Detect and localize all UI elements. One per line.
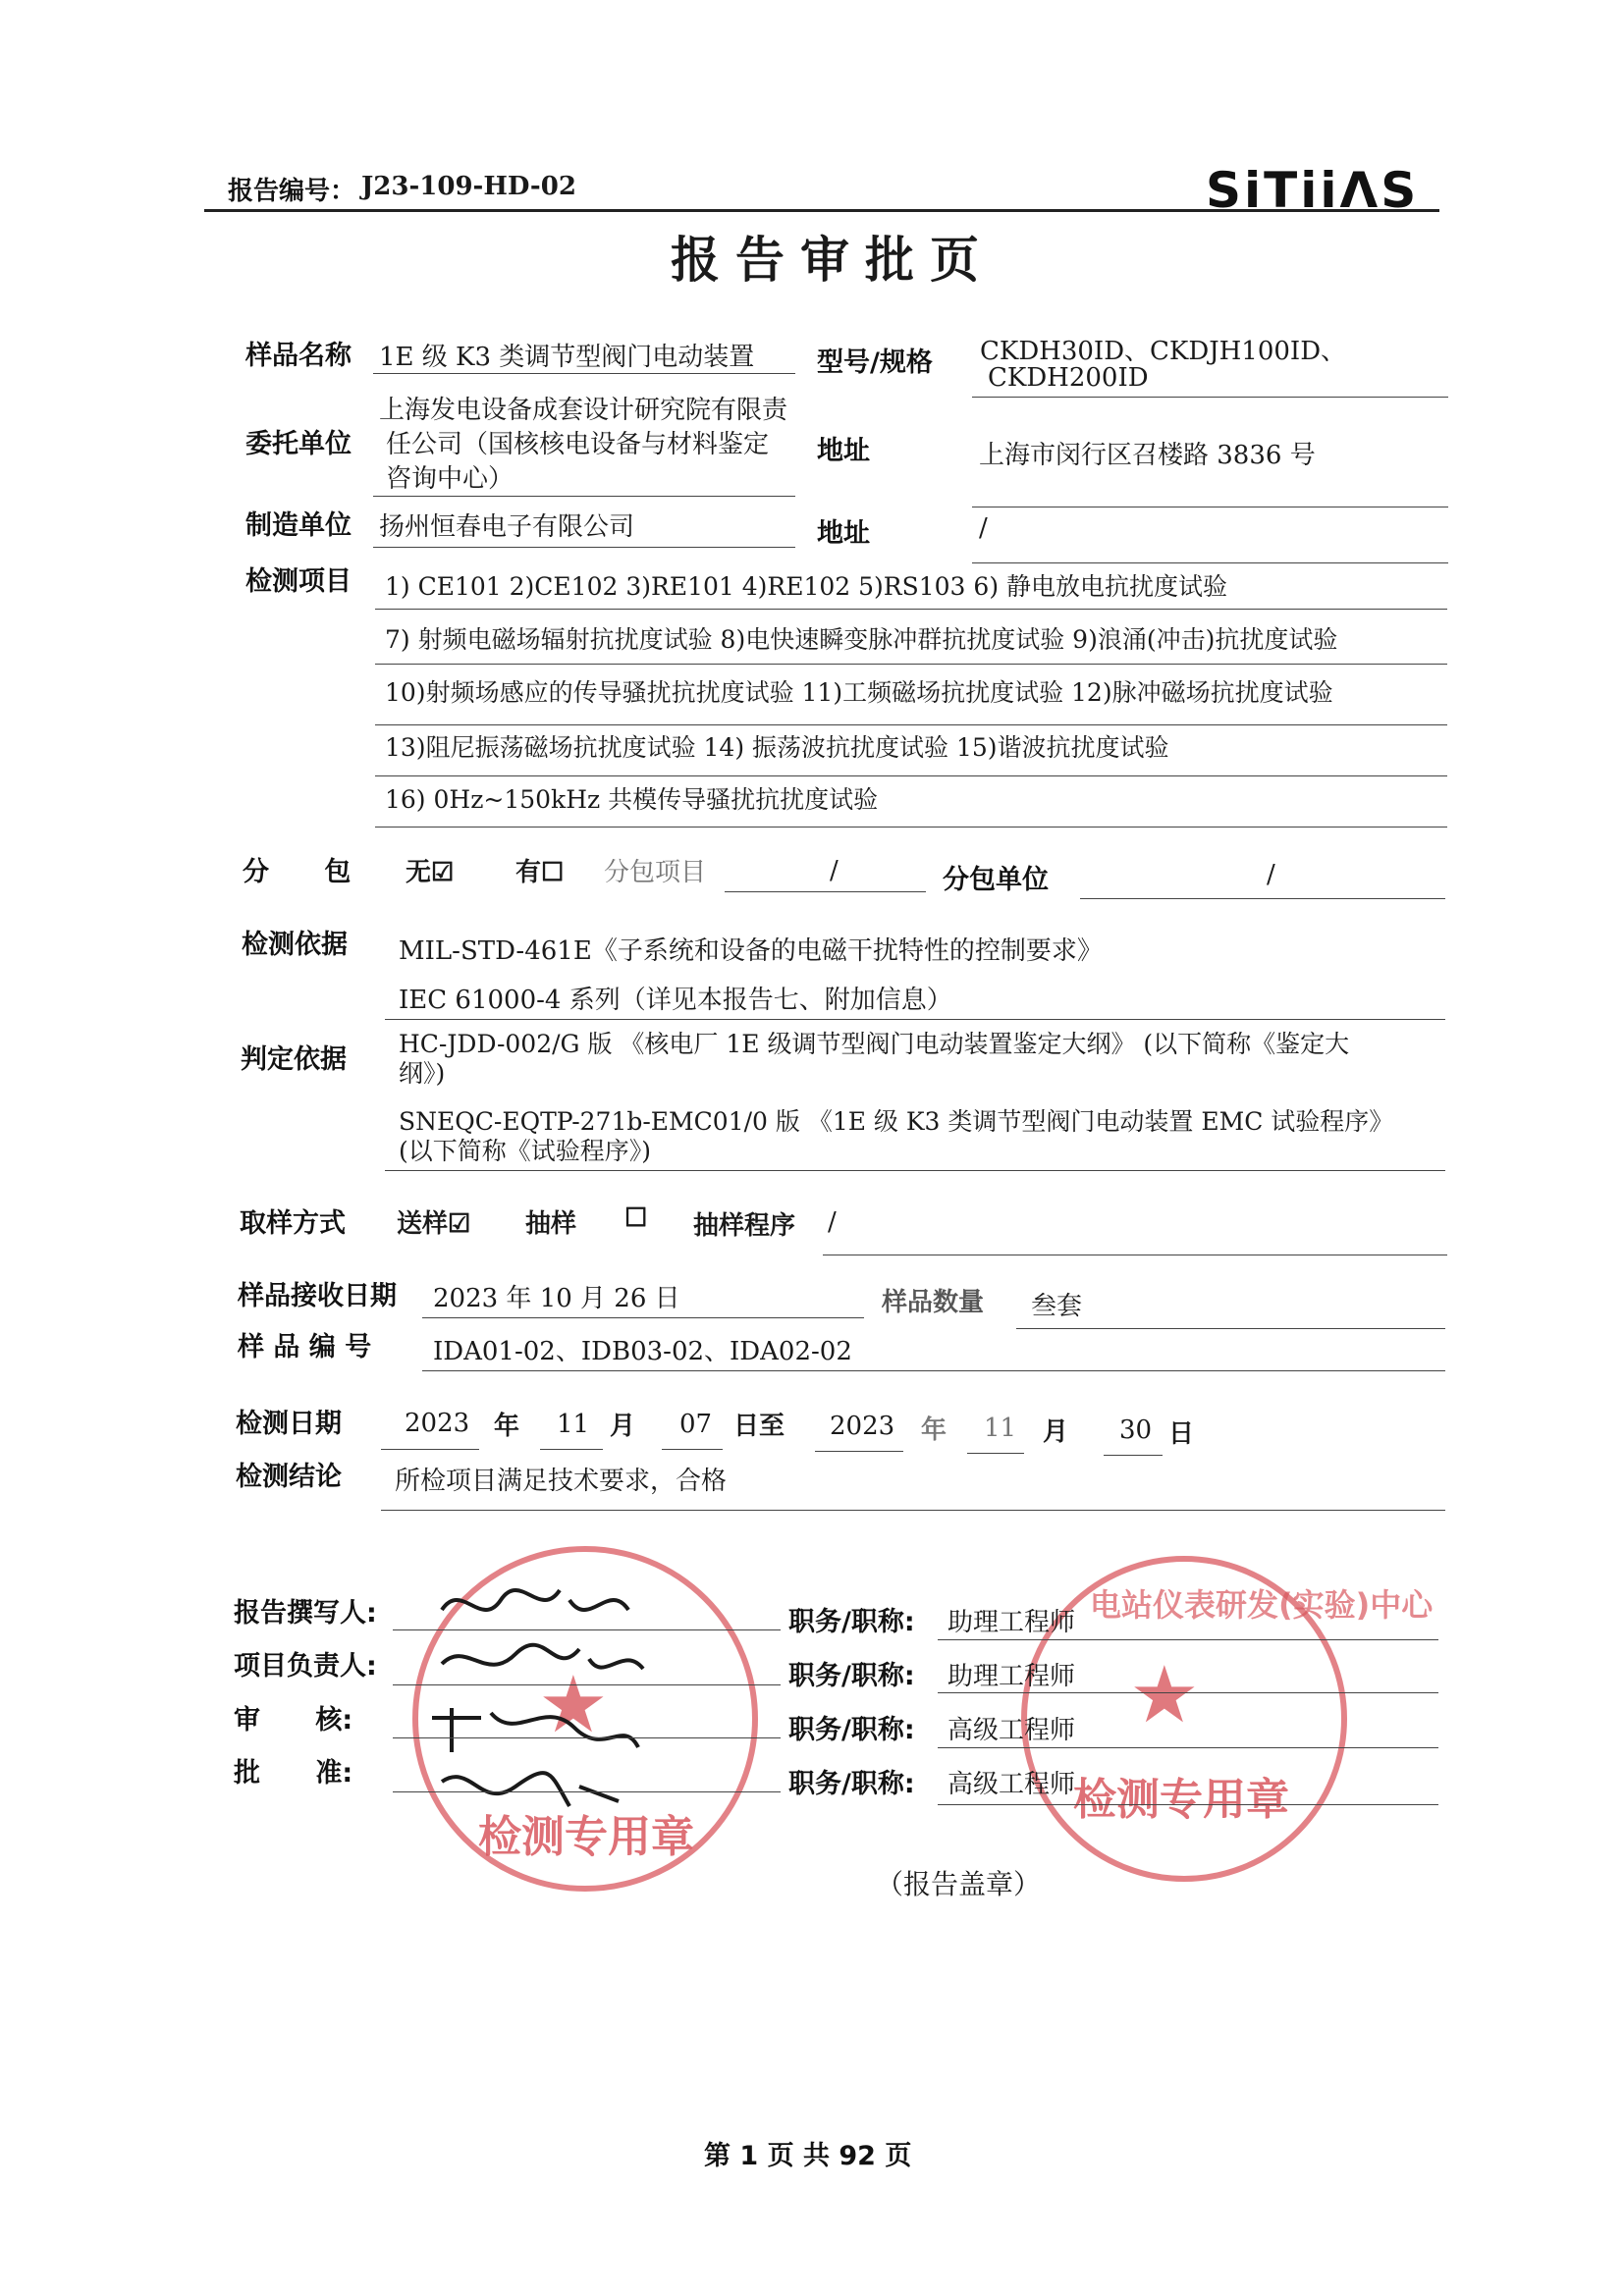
test-basis-line-1: MIL-STD-461E《子系统和设备的电磁干扰特性的控制要求》 [399, 936, 1103, 966]
lead-title-label: 职务/职称: [788, 1661, 915, 1691]
subcontract-unit-value: / [1267, 860, 1275, 889]
test-items-rule-3 [375, 724, 1447, 725]
maker-label: 制造单位 [245, 510, 352, 541]
judgement-line-4: (以下简称《试验程序》) [399, 1137, 652, 1165]
client-label: 委托单位 [245, 429, 352, 459]
maker-address-value: / [979, 513, 988, 543]
test-date-end-year: 2023 [830, 1412, 895, 1441]
model-line-1: CKDH30ID、CKDJH100ID、 [980, 337, 1347, 366]
sample-qty-value: 叁套 [1031, 1292, 1083, 1321]
conclusion-label: 检测结论 [236, 1462, 342, 1492]
left-seal-star: ★ [538, 1659, 609, 1750]
sampling-draw: 抽样 [525, 1209, 577, 1239]
test-date-end-year-line [815, 1451, 903, 1452]
sample-no-label: 样 品 编 号 [238, 1332, 372, 1362]
sample-no-line [422, 1370, 1445, 1371]
approve-title-line [938, 1804, 1438, 1805]
test-date-end-month-line [967, 1453, 1024, 1454]
writer-title-line [938, 1639, 1438, 1640]
test-date-start-day-line [662, 1449, 723, 1450]
judgement-label: 判定依据 [241, 1044, 347, 1075]
test-date-year-char-2: 年 [921, 1415, 947, 1445]
approve-title: 高级工程师 [947, 1770, 1076, 1799]
sampling-draw-checkbox: ☐ [624, 1203, 648, 1233]
client-address-value: 上海市闵行区召楼路 3836 号 [979, 441, 1316, 470]
left-seal-text: 检测专用章 [478, 1812, 694, 1862]
model-line-2: CKDH200ID [988, 363, 1149, 393]
writer-title: 助理工程师 [947, 1608, 1076, 1637]
header-rule [204, 209, 1439, 212]
test-date-to: 日至 [733, 1412, 785, 1441]
test-items-line-3: 10)射频场感应的传导骚扰抗扰度试验 11)工频磁场抗扰度试验 12)脉冲磁场抗扰度试验 [385, 678, 1333, 707]
model-label: 型号/规格 [817, 347, 933, 378]
sampling-procedure-label: 抽样程序 [693, 1211, 796, 1241]
right-seal-text: 检测专用章 [1073, 1775, 1289, 1825]
review-title: 高级工程师 [947, 1716, 1076, 1745]
maker-line [373, 547, 795, 548]
review-line [393, 1737, 781, 1738]
sample-no-value: IDA01-02、IDB03-02、IDA02-02 [433, 1337, 852, 1366]
conclusion-value: 所检项目满足技术要求，合格 [395, 1467, 728, 1496]
right-seal-arc: 电站仪表研发(实验)中心 [1090, 1586, 1434, 1624]
review-title-line [938, 1747, 1438, 1748]
handwritten-signatures [422, 1571, 677, 1836]
approve-title-label: 职务/职称: [788, 1769, 915, 1799]
lead-line [393, 1684, 781, 1685]
page-footer: 第 1 页 共 92 页 [704, 2141, 912, 2171]
test-date-end-month: 11 [984, 1414, 1017, 1443]
approve-label: 批 准: [234, 1758, 353, 1789]
right-seal-star: ★ [1129, 1649, 1200, 1740]
test-items-line-2: 7) 射频电磁场辐射抗扰度试验 8)电快速瞬变脉冲群抗扰度试验 9)浪涌(冲击)抗扰度试验 [385, 625, 1338, 654]
subcontract-no: 无☑ [406, 858, 455, 887]
test-date-end-day-line [1104, 1455, 1163, 1456]
review-label: 审 核: [234, 1705, 353, 1735]
company-logo: SiTiiΛS [1206, 162, 1420, 219]
client-address-label: 地址 [817, 436, 870, 466]
subcontract-item-label: 分包项目 [604, 858, 707, 887]
conclusion-line [381, 1510, 1445, 1511]
writer-line [393, 1629, 781, 1630]
test-basis-line-2: IEC 61000-4 系列（详见本报告七、附加信息） [399, 986, 952, 1015]
sample-name-label: 样品名称 [245, 341, 352, 371]
client-line-3: 咨询中心） [386, 464, 514, 494]
test-items-line-1: 1) CE101 2)CE102 3)RE101 4)RE102 5)RS103 6) 静电放电抗扰度试验 [385, 572, 1228, 601]
maker-address-label: 地址 [817, 518, 870, 549]
client-line-1: 上海发电设备成套设计研究院有限责 [379, 396, 788, 425]
judgement-line-3: SNEQC-EQTP-271b-EMC01/0 版 《1E 级 K3 类调节型阀门电动装置 EMC 试验程序》 [399, 1107, 1394, 1136]
test-date-year-char-1: 年 [494, 1412, 520, 1441]
writer-label: 报告撰写人: [234, 1598, 377, 1629]
test-items-line-4: 13)阻尼振荡磁场抗扰度试验 14) 振荡波抗扰度试验 15)谐波抗扰度试验 [385, 733, 1169, 762]
lead-title: 助理工程师 [947, 1662, 1076, 1691]
test-date-start-day: 07 [679, 1410, 713, 1439]
seal-note: （报告盖章） [876, 1868, 1042, 1900]
test-date-start-month: 11 [557, 1410, 590, 1439]
test-items-rule-4 [375, 775, 1447, 776]
report-number: J23-109-HD-02 [361, 172, 576, 201]
sampling-procedure-value: / [828, 1207, 837, 1237]
sampling-send: 送样☑ [397, 1209, 471, 1239]
test-items-label: 检测项目 [245, 566, 352, 597]
maker-address-line [972, 562, 1448, 563]
subcontract-unit-line [1080, 898, 1445, 899]
test-items-rule-5 [375, 827, 1447, 828]
writer-title-label: 职务/职称: [788, 1607, 915, 1637]
test-date-day-char-2: 日 [1168, 1419, 1195, 1449]
sampling-label: 取样方式 [240, 1208, 346, 1239]
lead-title-line [938, 1692, 1438, 1693]
report-number-label: 报告编号： [228, 177, 356, 206]
receipt-date-value: 2023 年 10 月 26 日 [433, 1284, 680, 1313]
subcontract-yes: 有☐ [515, 858, 565, 887]
review-title-label: 职务/职称: [788, 1715, 915, 1745]
test-basis-label: 检测依据 [242, 930, 348, 960]
sample-name-value: 1E 级 K3 类调节型阀门电动装置 [379, 343, 755, 372]
sample-qty-line [1016, 1328, 1445, 1329]
judgement-line-1: HC-JDD-002/G 版 《核电厂 1E 级调节型阀门电动装置鉴定大纲》 (以下简称《鉴定大 [399, 1030, 1350, 1058]
subcontract-item-value: / [830, 856, 839, 885]
test-basis-line [385, 1019, 1445, 1020]
subcontract-item-line [725, 891, 926, 892]
client-line [373, 496, 795, 497]
test-date-label: 检测日期 [236, 1409, 342, 1439]
sample-qty-label: 样品数量 [882, 1288, 985, 1317]
test-date-start-month-line [540, 1449, 603, 1450]
page-title: 报告审批页 [671, 232, 995, 289]
test-items-rule-2 [375, 664, 1447, 665]
subcontract-unit-label: 分包单位 [943, 865, 1049, 895]
receipt-date-line [422, 1317, 864, 1318]
test-date-month-char-1: 月 [610, 1412, 636, 1441]
receipt-date-label: 样品接收日期 [238, 1281, 397, 1311]
test-items-line-5: 16) 0Hz~150kHz 共模传导骚扰抗扰度试验 [385, 785, 879, 814]
subcontract-label: 分 包 [243, 857, 352, 887]
test-date-month-char-2: 月 [1043, 1417, 1069, 1447]
approve-line [393, 1791, 781, 1792]
test-date-start-year-line [381, 1449, 479, 1450]
sample-name-line [373, 373, 795, 374]
client-line-2: 任公司（国核核电设备与材料鉴定 [386, 430, 770, 459]
test-date-start-year: 2023 [405, 1409, 470, 1438]
judgement-line-2: 纲》) [399, 1059, 446, 1088]
lead-label: 项目负责人: [234, 1651, 377, 1682]
model-line [972, 397, 1448, 398]
maker-value: 扬州恒春电子有限公司 [379, 512, 635, 542]
judgement-line [385, 1170, 1445, 1171]
test-items-rule-1 [375, 609, 1447, 610]
test-date-end-day: 30 [1119, 1415, 1153, 1445]
